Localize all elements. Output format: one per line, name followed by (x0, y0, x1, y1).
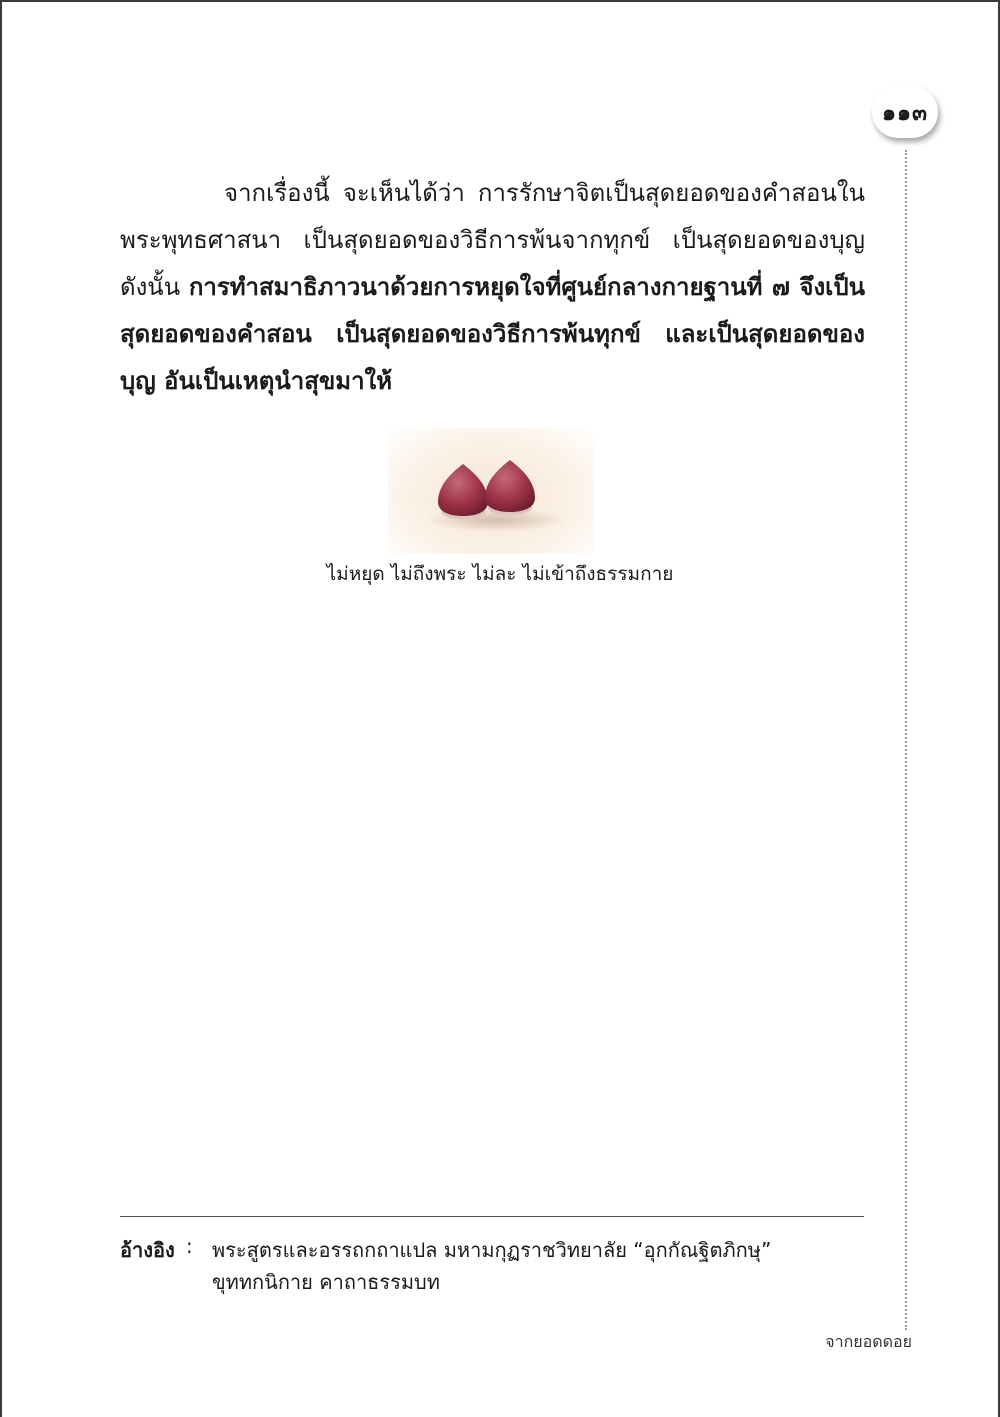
body-paragraph (120, 170, 865, 405)
reference-line-1: พระสูตรและอรรถกถาแปล มหามกุฏราชวิทยาลัย “อุกกัณฐิตภิกษุ” (212, 1238, 772, 1262)
reference-colon: : (186, 1234, 193, 1258)
page-number: ๑๑๓ (882, 100, 928, 126)
body-text-normal: จากเรื่องนี้ จะเห็นได้ว่า การรักษาจิตเป็นสุดยอดของคำสอนในพระพุทธศาสนา เป็นสุดยอดของวิธีการพ้นจากทุกข์ เป็นสุดยอดของบุญ ดังนั้น (120, 179, 865, 301)
footer-book-title: จากยอดดอย (825, 1332, 912, 1351)
lotus-bud-right (485, 460, 535, 515)
photo-caption: ไม่หยุด ไม่ถึงพระ ไม่ละ ไม่เข้าถึงธรรมกาย (326, 563, 674, 585)
lotus-bud-left (438, 464, 488, 519)
reference-divider (120, 1216, 864, 1217)
body-text-bold: การทำสมาธิภาวนาด้วยการหยุดใจที่ศูนย์กลางกายฐานที่ ๗ จึงเป็นสุดยอดของคำสอน เป็นสุดยอดของวิธีการพ้นทุกข์ และเป็นสุดยอดของบุญ อันเป็นเหตุนำสุขมาให้ (120, 273, 866, 395)
page-number-badge (872, 86, 938, 138)
lotus-buds-icon (388, 428, 594, 554)
dotted-margin-rule (905, 150, 907, 1330)
page-frame-left (0, 0, 2, 1417)
page-frame-top (0, 0, 1000, 2)
reference-line-2: ขุททกนิกาย คาถาธรรมบท (212, 1270, 440, 1294)
lotus-buds-photo (388, 428, 594, 554)
reference-label: อ้างอิง (120, 1238, 175, 1262)
